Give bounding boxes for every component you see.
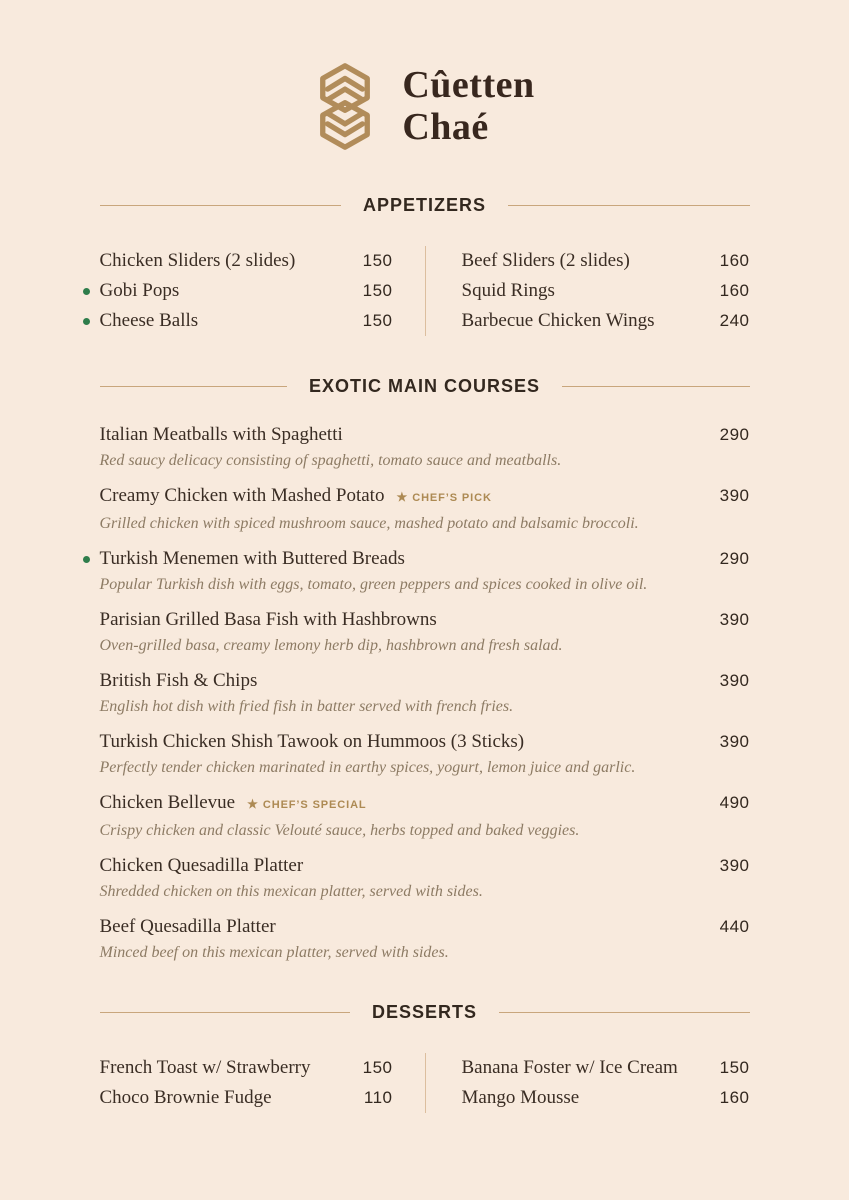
item-description: Grilled chicken with spiced mushroom sauce, mashed potato and balsamic broccoli. (99, 515, 639, 532)
item-price: 390 (719, 671, 750, 690)
item-price: 390 (719, 856, 750, 875)
menu-item-row (100, 423, 750, 447)
menu-item-row (100, 1083, 393, 1113)
item-description: Minced beef on this mexican platter, served with sides. (99, 944, 449, 961)
item-name: Beef Sliders (2 slides) (461, 250, 630, 271)
menu-item-row (462, 1053, 750, 1083)
item-price: 150 (719, 1058, 750, 1077)
menu-item-row (100, 547, 750, 571)
item-price: 390 (719, 486, 750, 505)
item-name: Gobi Pops (99, 280, 180, 301)
veg-dot-icon (83, 318, 90, 325)
item-name-wrap (100, 915, 276, 939)
item-name-wrap (100, 547, 405, 571)
item-description: Popular Turkish dish with eggs, tomato, green peppers and spices cooked in olive oil. (99, 576, 648, 593)
header-rule-left (100, 1012, 350, 1013)
appetizers-right-column (425, 246, 750, 336)
header-rule-left (100, 386, 287, 387)
item-name: Chicken Bellevue (99, 792, 236, 813)
desserts-title: DESSERTS (371, 1002, 478, 1022)
item-name: Choco Brownie Fudge (99, 1087, 272, 1108)
item-name: Parisian Grilled Basa Fish with Hashbrowns (99, 609, 437, 630)
header-rule-right (508, 205, 749, 206)
menu-item-row (100, 484, 750, 510)
desserts-left-column (100, 1053, 425, 1113)
brand-header (100, 0, 750, 151)
item-description: Perfectly tender chicken marinated in earthy spices, yogurt, lemon juice and garlic. (99, 759, 636, 776)
menu-content (100, 0, 750, 1113)
menu-item-row (100, 608, 750, 632)
brand-name-line1: Cûetten (402, 63, 535, 106)
chef-badge-label: CHEF’S SPECIAL (262, 799, 367, 811)
item-name-wrap (100, 791, 367, 817)
item-price: 160 (719, 1088, 750, 1107)
section-desserts (100, 1002, 750, 1113)
menu-item (100, 854, 750, 902)
menu-item-row (100, 730, 750, 754)
appetizers-grid (100, 246, 750, 336)
item-price: 150 (362, 1058, 393, 1077)
item-price: 150 (362, 251, 393, 270)
menu-item-row (462, 306, 750, 336)
menu-item-row (100, 669, 750, 693)
star-icon: ★ (396, 490, 408, 504)
stacked-hexagons-chevron-icon (314, 62, 376, 151)
item-price: 110 (363, 1088, 393, 1107)
item-name-wrap (100, 423, 343, 447)
section-main-courses (100, 376, 750, 963)
item-price: 440 (719, 917, 750, 936)
menu-item-row (100, 306, 393, 336)
item-name: Beef Quesadilla Platter (99, 916, 276, 937)
item-price: 240 (719, 311, 750, 330)
item-price: 150 (362, 311, 393, 330)
item-name: Turkish Menemen with Buttered Breads (99, 548, 405, 569)
menu-item-row (462, 276, 750, 306)
main-courses-title: EXOTIC MAIN COURSES (308, 376, 541, 396)
desserts-right-column (425, 1053, 750, 1113)
appetizers-header (100, 195, 750, 216)
menu-item (100, 484, 750, 534)
main-courses-list (100, 423, 750, 963)
item-name: Italian Meatballs with Spaghetti (99, 424, 343, 445)
item-description: English hot dish with fried fish in batter served with french fries. (99, 698, 514, 715)
desserts-grid (100, 1053, 750, 1113)
item-name: Turkish Chicken Shish Tawook on Hummoos (3 Sticks) (99, 731, 525, 752)
item-description: Crispy chicken and classic Velouté sauce, herbs topped and baked veggies. (99, 822, 580, 839)
item-price: 160 (719, 251, 750, 270)
item-price: 290 (719, 549, 750, 568)
item-name: British Fish & Chips (99, 670, 258, 691)
chef-badge (396, 485, 491, 510)
item-price: 490 (719, 793, 750, 812)
menu-item (100, 547, 750, 595)
item-name-wrap (100, 608, 437, 632)
item-name: Barbecue Chicken Wings (461, 310, 655, 331)
menu-item (100, 730, 750, 778)
chef-badge (247, 792, 366, 817)
brand-name (402, 65, 534, 149)
menu-item (100, 669, 750, 717)
item-name-wrap (100, 854, 304, 878)
main-courses-header (100, 376, 750, 397)
menu-item-row (462, 246, 750, 276)
menu-item-row (462, 1083, 750, 1113)
appetizers-title: APPETIZERS (362, 195, 487, 215)
menu-item-row (100, 854, 750, 878)
menu-item (100, 915, 750, 963)
item-name: Chicken Sliders (2 slides) (99, 250, 296, 271)
menu-item (100, 608, 750, 656)
item-name: French Toast w/ Strawberry (99, 1057, 311, 1078)
chef-badge-label: CHEF’S PICK (412, 492, 492, 504)
item-price: 390 (719, 732, 750, 751)
item-price: 390 (719, 610, 750, 629)
header-rule-right (499, 1012, 749, 1013)
item-price: 150 (362, 281, 393, 300)
menu-item-row (100, 246, 393, 276)
item-name-wrap (100, 669, 258, 693)
item-description: Oven-grilled basa, creamy lemony herb dip, hashbrown and fresh salad. (99, 637, 563, 654)
veg-dot-icon (83, 288, 90, 295)
item-name-wrap (100, 484, 492, 510)
appetizers-left-column (100, 246, 425, 336)
item-name-wrap (100, 730, 525, 754)
menu-item-row (100, 791, 750, 817)
header-rule-left (100, 205, 341, 206)
item-price: 160 (719, 281, 750, 300)
item-name: Squid Rings (461, 280, 555, 301)
menu-item (100, 423, 750, 471)
brand-name-line2: Chaé (402, 105, 489, 148)
header-rule-right (562, 386, 749, 387)
menu-item-row (100, 276, 393, 306)
menu-item-row (100, 915, 750, 939)
item-name: Mango Mousse (461, 1087, 580, 1108)
menu-item (100, 791, 750, 841)
item-description: Shredded chicken on this mexican platter, served with sides. (99, 883, 483, 900)
star-icon: ★ (247, 797, 258, 811)
veg-dot-icon (83, 556, 90, 563)
item-name: Chicken Quesadilla Platter (99, 855, 304, 876)
desserts-header (100, 1002, 750, 1023)
item-price: 290 (719, 425, 750, 444)
item-description: Red saucy delicacy consisting of spaghetti, tomato sauce and meatballs. (99, 452, 562, 469)
item-name: Banana Foster w/ Ice Cream (461, 1057, 678, 1078)
item-name: Cheese Balls (99, 310, 199, 331)
item-name: Creamy Chicken with Mashed Potato (99, 485, 385, 506)
section-appetizers (100, 195, 750, 336)
menu-item-row (100, 1053, 393, 1083)
